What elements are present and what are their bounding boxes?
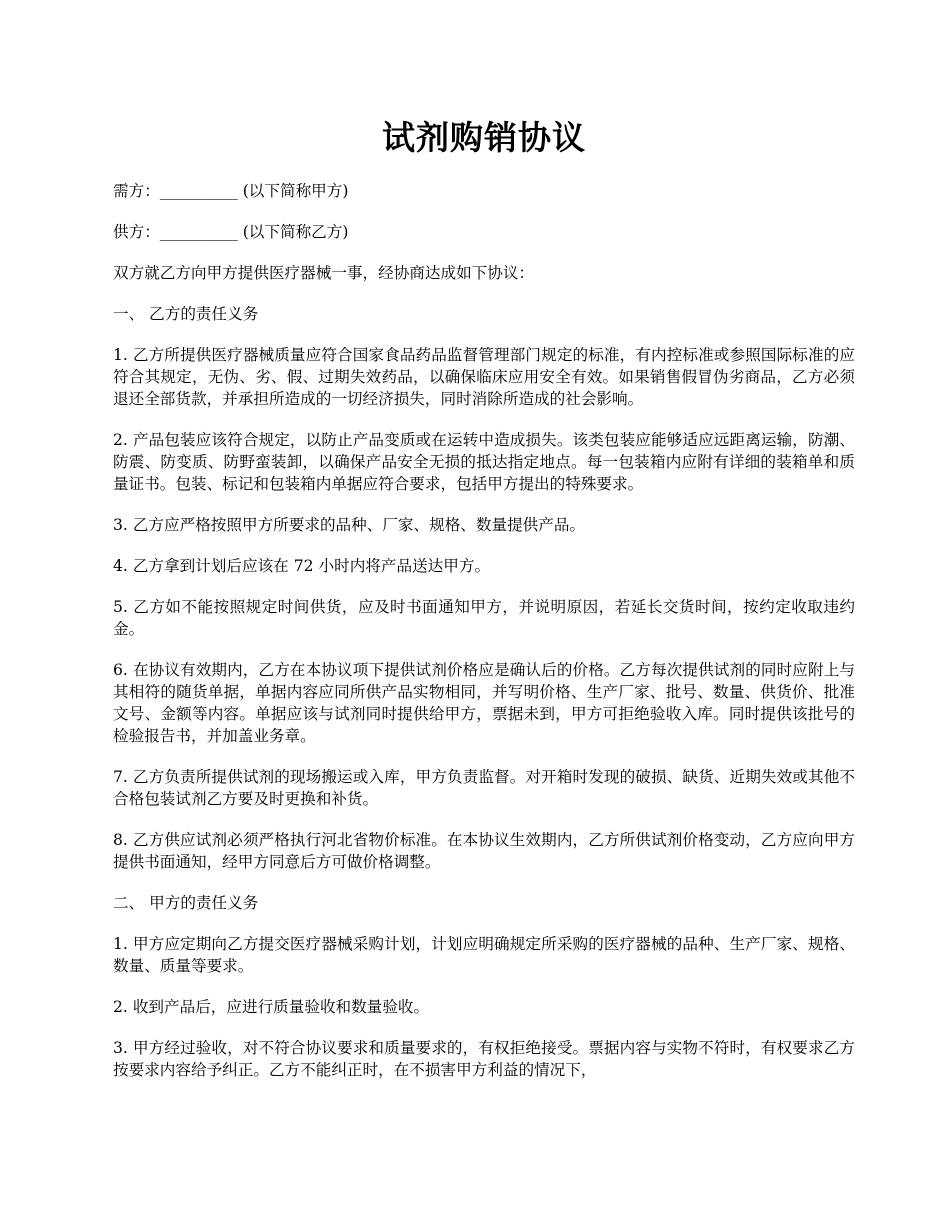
clause-paragraph: 3. 甲方经过验收，对不符合协议要求和质量要求的，有权拒绝接受。票据内容与实物不符时，有权要求乙方按要求内容给予纠正。乙方不能纠正时，在不损害甲方利益的情况下， xyxy=(113,1039,855,1079)
intro-paragraph: 双方就乙方向甲方提供医疗器械一事，经协商达成如下协议： xyxy=(113,264,535,282)
clause-paragraph: 1. 乙方所提供医疗器械质量应符合国家食品药品监督管理部门规定的标准，有内控标准或参照国际标准的应符合其规定，无伪、劣、假、过期失效药品，以确保临床应用安全有效。如果销售假冒伪劣商品，乙方必须退还全部货款，并承担所造成的一切经济损失，同时消除所造成的社会影响。 xyxy=(113,346,855,408)
clause-paragraph: 3. 乙方应严格按照甲方所要求的品种、厂家、规格、数量提供产品。 xyxy=(113,516,586,534)
clause-paragraph: 8. 乙方供应试剂必须严格执行河北省物价标准。在本协议生效期内，乙方所供试剂价格变动，乙方应向甲方提供书面通知，经甲方同意后方可做价格调整。 xyxy=(113,831,855,871)
clause-paragraph: 7. 乙方负责所提供试剂的现场搬运或入库，甲方负责监督。对开箱时发现的破损、缺货、近期失效或其他不合格包装试剂乙方要及时更换和补货。 xyxy=(113,768,855,808)
clause-paragraph: 2. 产品包装应该符合规定，以防止产品变质或在运转中造成损失。该类包装应能够适应远距离运输，防潮、防震、防变质、防野蛮装卸，以确保产品安全无损的抵达指定地点。每一包装箱内应附有详细的装箱单和质量证书。包装、标记和包装箱内单据应符合要求，包括甲方提出的特殊要求。 xyxy=(113,431,855,493)
document-body xyxy=(113,180,855,1100)
clause-paragraph: 4. 乙方拿到计划后应该在 72 小时内将产品送达甲方。 xyxy=(113,557,491,575)
document-title: 试剂购销协议 xyxy=(382,118,586,157)
supplier-line: 供方：__________ (以下简称乙方) xyxy=(113,223,349,241)
buyer-line: 需方：__________ (以下简称甲方) xyxy=(113,182,349,200)
clause-paragraph: 1. 甲方应定期向乙方提交医疗器械采购计划，计划应明确规定所采购的医疗器械的品种、生产厂家、规格、数量、质量等要求。 xyxy=(113,935,855,975)
clause-paragraph: 6. 在协议有效期内，乙方在本协议项下提供试剂价格应是确认后的价格。乙方每次提供试剂的同时应附上与其相符的随货单据，单据内容应同所供产品实物相同，并写明价格、生产厂家、批号、数量、供货价、批准文号、金额等内容。单据应该与试剂同时提供给甲方，票据未到，甲方可拒绝验收入库。同时提供该批号的检验报告书，并加盖业务章。 xyxy=(113,661,855,745)
section-heading-supplier-duties: 一、 乙方的责任义务 xyxy=(113,305,259,323)
clause-paragraph: 2. 收到产品后，应进行质量验收和数量验收。 xyxy=(113,998,430,1016)
clause-paragraph: 5. 乙方如不能按照规定时间供货，应及时书面通知甲方，并说明原因，若延长交货时间，按约定收取违约金。 xyxy=(113,598,855,638)
section-heading-buyer-duties: 二、 甲方的责任义务 xyxy=(113,894,259,912)
